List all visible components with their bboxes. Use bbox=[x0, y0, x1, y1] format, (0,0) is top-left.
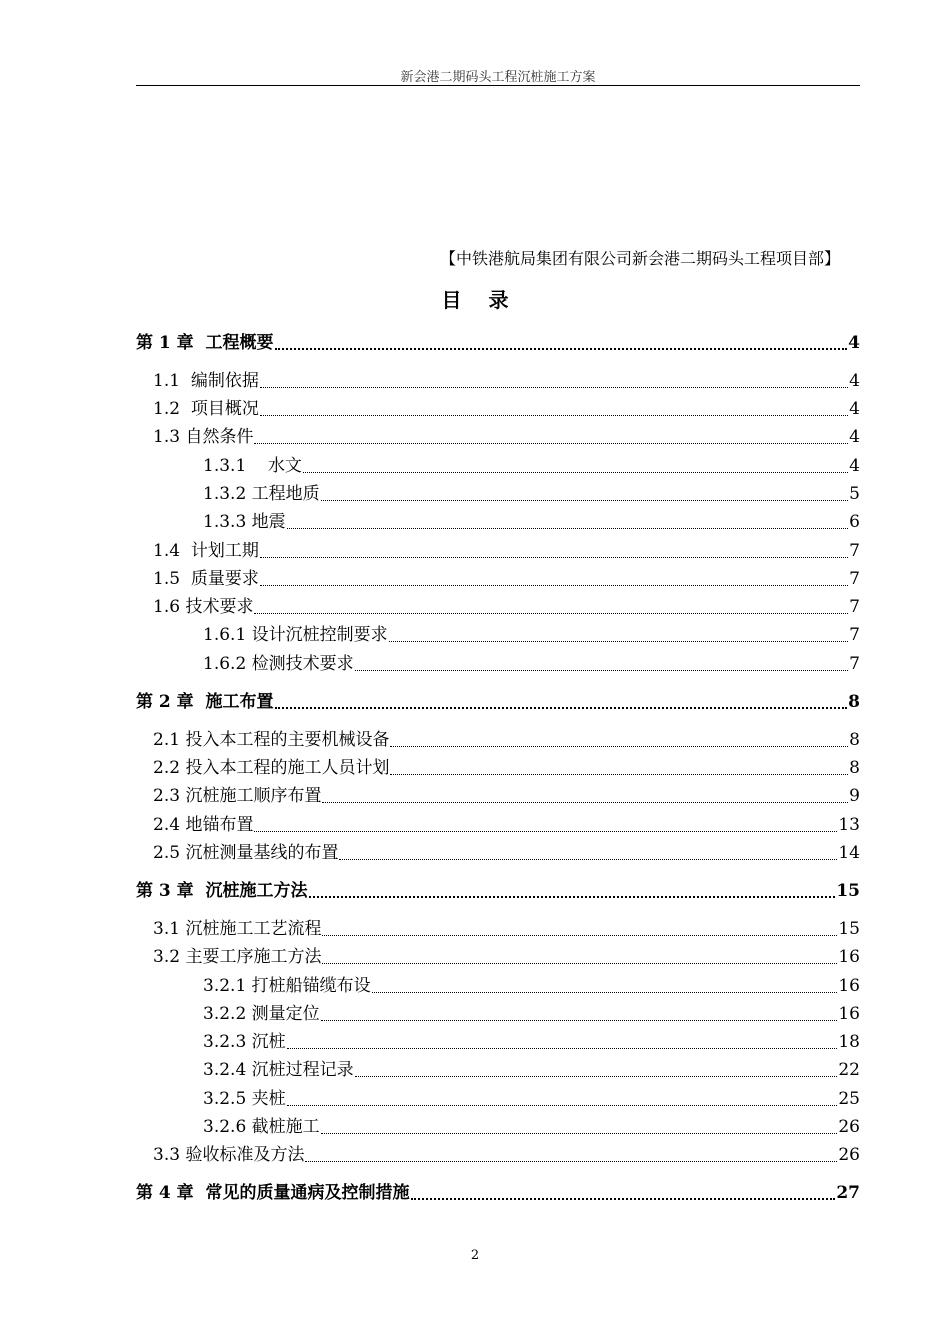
toc-entry-page: 15 bbox=[836, 881, 860, 901]
toc-entry-page: 4 bbox=[848, 333, 860, 353]
toc-entry-page: 22 bbox=[838, 1060, 860, 1080]
toc-dot-leader bbox=[321, 1020, 838, 1021]
toc-dot-leader bbox=[390, 746, 848, 747]
toc-entry-label: 2.1 投入本工程的主要机械设备 bbox=[153, 730, 390, 750]
toc-dot-leader bbox=[287, 1048, 838, 1049]
toc-entry-page: 26 bbox=[838, 1145, 860, 1165]
toc-chapter-entry[interactable] bbox=[136, 691, 860, 713]
toc-entry-label: 1.3.2 工程地质 bbox=[203, 484, 320, 504]
toc-dot-leader bbox=[254, 831, 837, 832]
toc-dot-leader bbox=[275, 348, 848, 350]
toc-dot-leader bbox=[389, 641, 849, 642]
toc-entry-page: 4 bbox=[849, 456, 860, 476]
toc-entry-label: 1.4 计划工期 bbox=[153, 541, 259, 561]
toc-dot-leader bbox=[303, 472, 848, 473]
toc-entry-page: 7 bbox=[849, 654, 860, 674]
toc-entry-page: 6 bbox=[849, 512, 860, 532]
toc-dot-leader bbox=[275, 707, 848, 709]
toc-dot-leader bbox=[322, 935, 837, 936]
toc-entry[interactable] bbox=[203, 511, 860, 533]
toc-entry-label: 第 3 章 沉桩施工方法 bbox=[136, 881, 308, 901]
toc-entry-page: 13 bbox=[838, 815, 860, 835]
toc-entry-page: 8 bbox=[849, 730, 860, 750]
toc-dot-leader bbox=[260, 415, 848, 416]
organization-line: 【中铁港航局集团有限公司新会港二期码头工程项目部】 bbox=[439, 249, 840, 268]
toc-entry[interactable] bbox=[153, 946, 860, 968]
toc-entry[interactable] bbox=[203, 1116, 860, 1138]
running-header-title: 新会港二期码头工程沉桩施工方案 bbox=[400, 70, 596, 85]
toc-entry-label: 1.3 自然条件 bbox=[153, 427, 254, 447]
toc-entry-page: 18 bbox=[838, 1032, 860, 1052]
toc-entry-page: 7 bbox=[849, 597, 860, 617]
toc-chapter-entry[interactable] bbox=[136, 332, 860, 354]
toc-entry[interactable] bbox=[153, 1144, 860, 1166]
toc-entry-page: 5 bbox=[849, 484, 860, 504]
toc-entry-label: 3.1 沉桩施工工艺流程 bbox=[153, 919, 322, 939]
toc-dot-leader bbox=[372, 992, 838, 993]
toc-entry-label: 1.3.1 水文 bbox=[203, 456, 302, 476]
toc-entry-label: 1.2 项目概况 bbox=[153, 399, 259, 419]
toc-dot-leader bbox=[339, 859, 837, 860]
toc-entry-page: 8 bbox=[848, 692, 860, 712]
toc-entry-page: 7 bbox=[849, 625, 860, 645]
toc-dot-leader bbox=[260, 387, 848, 388]
toc-dot-leader bbox=[355, 1076, 838, 1077]
toc-dot-leader bbox=[287, 1105, 838, 1106]
toc-entry[interactable] bbox=[203, 483, 860, 505]
toc-chapter-entry[interactable] bbox=[136, 1182, 860, 1204]
toc-entry-label: 2.2 投入本工程的施工人员计划 bbox=[153, 758, 390, 778]
toc-entry-label: 3.2.6 截桩施工 bbox=[203, 1117, 320, 1137]
toc-entry-page: 25 bbox=[838, 1089, 860, 1109]
toc-entry[interactable] bbox=[203, 1003, 860, 1025]
toc-chapter-entry[interactable] bbox=[136, 880, 860, 902]
toc-dot-leader bbox=[390, 774, 848, 775]
toc-dot-leader bbox=[411, 1198, 836, 1200]
toc-dot-leader bbox=[309, 896, 836, 898]
toc-entry-page: 9 bbox=[849, 786, 860, 806]
toc-entry[interactable] bbox=[153, 842, 860, 864]
toc-dot-leader bbox=[305, 1161, 837, 1162]
toc-dot-leader bbox=[254, 613, 848, 614]
toc-entry[interactable] bbox=[153, 540, 860, 562]
toc-entry[interactable] bbox=[153, 814, 860, 836]
toc-entry-page: 4 bbox=[849, 427, 860, 447]
toc-entry-label: 2.3 沉桩施工顺序布置 bbox=[153, 786, 322, 806]
toc-entry-label: 3.2.4 沉桩过程记录 bbox=[203, 1060, 354, 1080]
toc-entry[interactable] bbox=[153, 426, 860, 448]
page-number: 2 bbox=[470, 1248, 480, 1263]
toc-dot-leader bbox=[260, 557, 848, 558]
toc-entry-label: 3.2.1 打桩船锚缆布设 bbox=[203, 976, 371, 996]
toc-title: 目 录 bbox=[441, 288, 519, 312]
toc-dot-leader bbox=[355, 670, 849, 671]
toc-entry[interactable] bbox=[153, 568, 860, 590]
toc-entry-label: 1.6.2 检测技术要求 bbox=[203, 654, 354, 674]
toc-dot-leader bbox=[287, 528, 849, 529]
toc-entry-label: 1.1 编制依据 bbox=[153, 371, 259, 391]
toc-entry-page: 8 bbox=[849, 758, 860, 778]
toc-entry-label: 1.6.1 设计沉桩控制要求 bbox=[203, 625, 388, 645]
toc-entry-label: 第 2 章 施工布置 bbox=[136, 692, 274, 712]
toc-entry-label: 3.2 主要工序施工方法 bbox=[153, 947, 322, 967]
toc-entry[interactable] bbox=[153, 398, 860, 420]
toc-entry[interactable] bbox=[203, 1059, 860, 1081]
toc-dot-leader bbox=[260, 585, 848, 586]
toc-entry[interactable] bbox=[203, 975, 860, 997]
toc-entry[interactable] bbox=[153, 785, 860, 807]
toc-entry-label: 第 4 章 常见的质量通病及控制措施 bbox=[136, 1183, 410, 1203]
toc-entry-label: 3.2.5 夹桩 bbox=[203, 1089, 286, 1109]
toc-entry[interactable] bbox=[153, 729, 860, 751]
toc-entry-label: 3.2.3 沉桩 bbox=[203, 1032, 286, 1052]
toc-entry-page: 15 bbox=[838, 919, 860, 939]
toc-entry-label: 1.3.3 地震 bbox=[203, 512, 286, 532]
toc-entry-page: 16 bbox=[838, 1004, 860, 1024]
toc-entry-page: 4 bbox=[849, 371, 860, 391]
toc-dot-leader bbox=[322, 963, 837, 964]
toc-entry[interactable] bbox=[203, 455, 860, 477]
toc-entry[interactable] bbox=[203, 653, 860, 675]
toc-entry-label: 第 1 章 工程概要 bbox=[136, 333, 274, 353]
toc-entry-label: 2.5 沉桩测量基线的布置 bbox=[153, 843, 339, 863]
toc-entry-page: 7 bbox=[849, 541, 860, 561]
toc-dot-leader bbox=[321, 500, 849, 501]
toc-entry-page: 16 bbox=[838, 976, 860, 996]
header-rule bbox=[136, 85, 860, 86]
toc-entry-label: 3.3 验收标准及方法 bbox=[153, 1145, 305, 1165]
toc-entry-page: 7 bbox=[849, 569, 860, 589]
toc-entry[interactable] bbox=[203, 1088, 860, 1110]
toc-entry-label: 1.6 技术要求 bbox=[153, 597, 254, 617]
toc-entry-page: 27 bbox=[836, 1183, 860, 1203]
toc-entry[interactable] bbox=[153, 370, 860, 392]
toc-dot-leader bbox=[254, 443, 848, 444]
toc-entry-label: 2.4 地锚布置 bbox=[153, 815, 254, 835]
toc-entry-page: 16 bbox=[838, 947, 860, 967]
toc-entry-label: 1.5 质量要求 bbox=[153, 569, 259, 589]
toc-entry[interactable] bbox=[153, 918, 860, 940]
toc-dot-leader bbox=[321, 1133, 838, 1134]
toc-entry-label: 3.2.2 测量定位 bbox=[203, 1004, 320, 1024]
toc-entry[interactable] bbox=[203, 624, 860, 646]
toc-entry[interactable] bbox=[153, 596, 860, 618]
toc-entry[interactable] bbox=[153, 757, 860, 779]
toc-entry-page: 26 bbox=[838, 1117, 860, 1137]
toc-entry-page: 14 bbox=[838, 843, 860, 863]
toc-entry-page: 4 bbox=[849, 399, 860, 419]
toc-entry[interactable] bbox=[203, 1031, 860, 1053]
toc-dot-leader bbox=[322, 802, 848, 803]
